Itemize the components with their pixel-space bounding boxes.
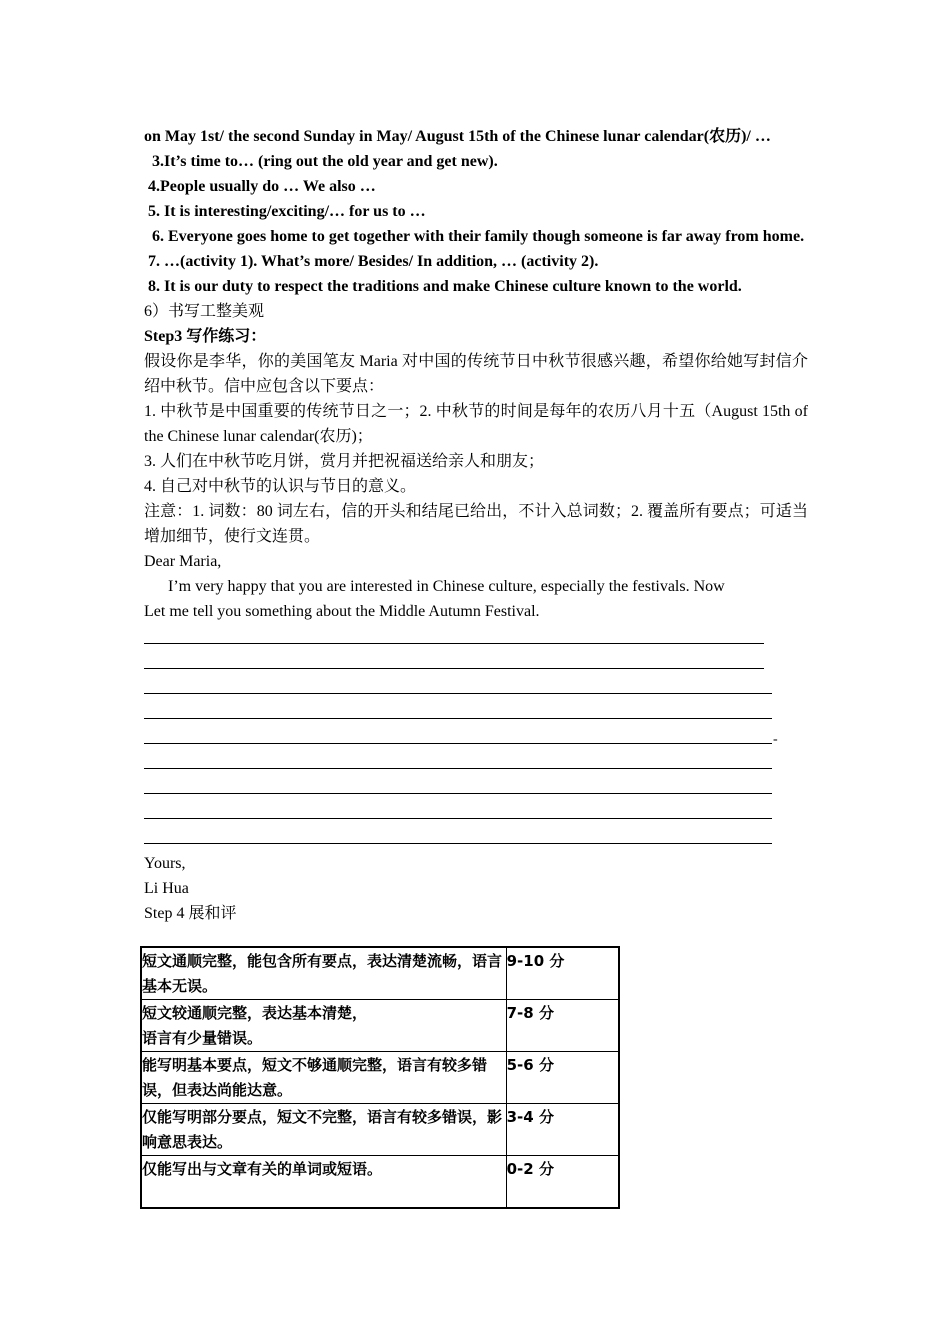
rubric-row	[141, 1104, 619, 1156]
letter-signature: Li Hua	[144, 880, 189, 897]
rubric-row	[141, 1000, 619, 1052]
phrase-7: 7. …(activity 1). What’s more/ Besides/ In addition, … (activity 2).	[148, 253, 599, 270]
rubric-desc: 仅能写明部分要点，短文不完整，语言有较多错误，影响意思表达。	[141, 1104, 506, 1156]
phrase-time-line: on May 1st/ the second Sunday in May/ August 15th of the Chinese lunar calendar(农历)/ …	[144, 128, 771, 145]
step3-heading: Step3 写作练习：	[144, 328, 267, 345]
phrase-4: 4.People usually do … We also …	[148, 178, 376, 195]
letter-greeting: Dear Maria,	[144, 553, 222, 570]
rubric-desc: 仅能写出与文章有关的单词或短语。	[141, 1156, 506, 1209]
rubric-row	[141, 1156, 619, 1209]
rubric-row	[141, 1052, 619, 1104]
stray-mark: -	[773, 732, 778, 747]
writing-line[interactable]	[144, 699, 808, 724]
rubric-score: 3-4 分	[506, 1104, 619, 1156]
rubric-table	[140, 946, 620, 1209]
writing-line[interactable]	[144, 799, 808, 824]
rubric-score: 5-6 分	[506, 1052, 619, 1104]
step4-heading: Step 4 展和评	[144, 905, 237, 922]
rubric-desc: 短文通顺完整，能包含所有要点，表达清楚流畅，语言基本无误。	[141, 947, 506, 1000]
step3-points-1-2: 1. 中秋节是中国重要的传统节日之一；2. 中秋节的时间是每年的农历八月十五（August 15th of the Chinese lunar calendar(农历)；	[144, 403, 808, 445]
phrase-3: 3.It’s time to… (ring out the old year and get new).	[152, 153, 498, 170]
step3-prompt: 假设你是李华，你的美国笔友 Maria 对中国的传统节日中秋节很感兴趣，希望你给她写封信介绍中秋节。信中应包含以下要点：	[144, 353, 808, 395]
writing-line[interactable]	[144, 649, 808, 674]
document-page	[144, 124, 808, 926]
step3-point-3: 3. 人们在中秋节吃月饼，赏月并把祝福送给亲人和朋友；	[144, 453, 545, 470]
rubric-desc: 短文较通顺完整，表达基本清楚， 语言有少量错误。	[141, 1000, 506, 1052]
step3-point-4: 4. 自己对中秋节的认识与节日的意义。	[144, 478, 417, 495]
rubric-score: 0-2 分	[506, 1156, 619, 1209]
rubric-row	[141, 947, 619, 1000]
letter-body-2: Let me tell you something about the Middle Autumn Festival.	[144, 603, 540, 620]
step3-note: 注意：1. 词数：80 词左右，信的开头和结尾已给出，不计入总词数；2. 覆盖所有要点；可适当增加细节，使行文连贯。	[144, 503, 808, 545]
tip-6: 6）书写工整美观	[144, 303, 265, 320]
letter-closing: Yours,	[144, 855, 186, 872]
phrase-8: 8. It is our duty to respect the traditions and make Chinese culture known to the world.	[148, 278, 742, 295]
writing-line[interactable]	[144, 624, 808, 649]
phrase-6: 6. Everyone goes home to get together with their family though someone is far away from home.	[152, 228, 805, 245]
writing-line[interactable]	[144, 774, 808, 799]
writing-line[interactable]	[144, 749, 808, 774]
rubric-score: 9-10 分	[506, 947, 619, 1000]
writing-line[interactable]	[144, 824, 808, 849]
rubric-score: 7-8 分	[506, 1000, 619, 1052]
rubric-desc: 能写明基本要点，短文不够通顺完整，语言有较多错误，但表达尚能达意。	[141, 1052, 506, 1104]
phrase-5: 5. It is interesting/exciting/… for us to …	[148, 203, 426, 220]
letter-body-1: I’m very happy that you are interested in Chinese culture, especially the festivals. Now	[168, 578, 725, 595]
writing-line[interactable]	[144, 724, 808, 749]
writing-line[interactable]	[144, 674, 808, 699]
